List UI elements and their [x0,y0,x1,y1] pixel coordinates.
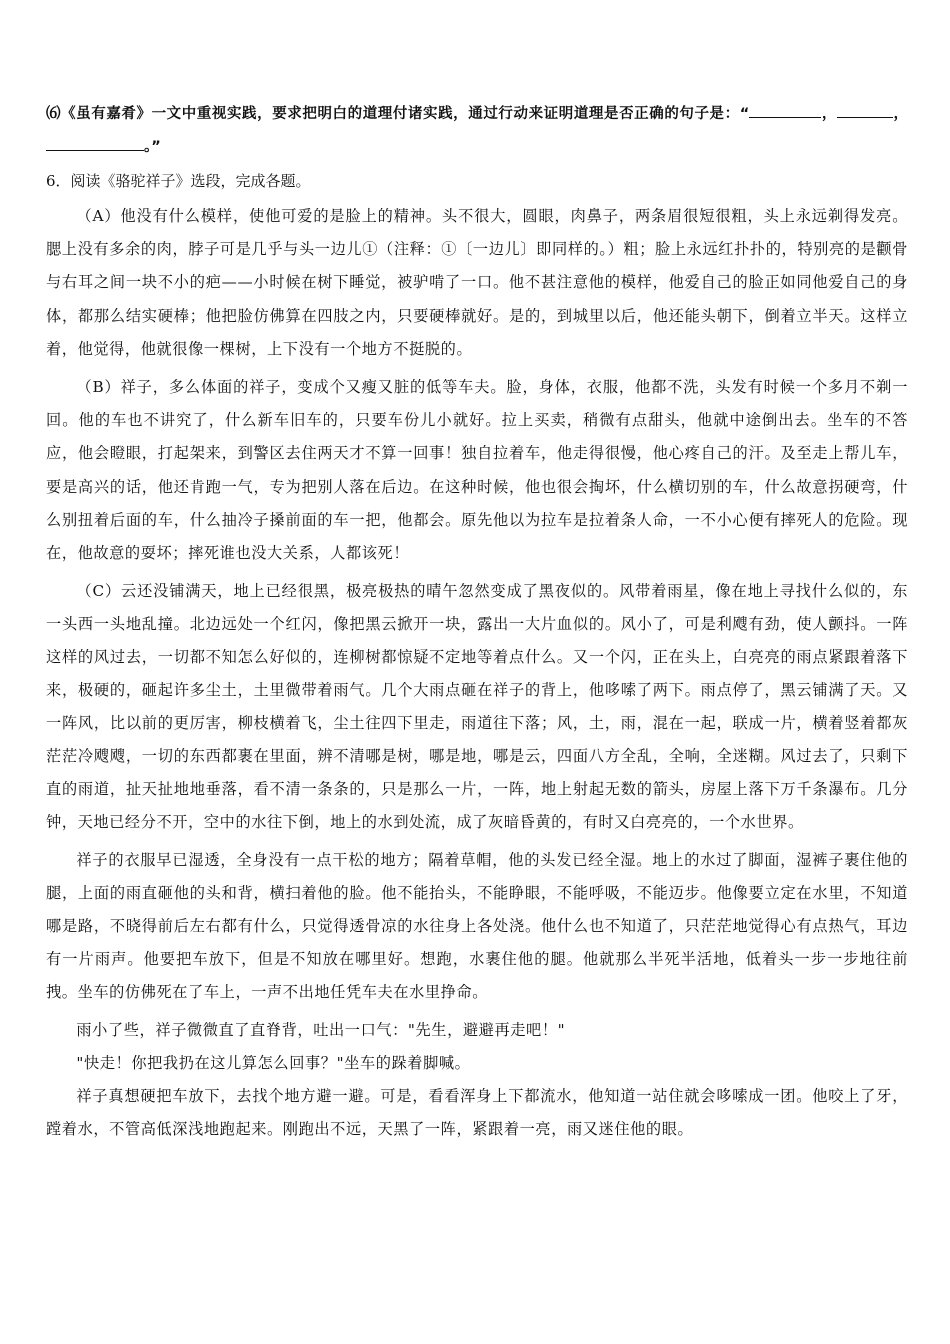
passage-paragraph-c: （C）云还没铺满天，地上已经很黑，极亮极热的晴午忽然变成了黑夜似的。风带着雨星，像在地上寻找什么似的，东一头西一头地乱撞。北边远处一个红闪，像把黑云掀开一块，露出一大片血似的。风小了，可是利飕有劲，使人颤抖。一阵这样的风过去，一切都不知怎么好似的，连柳树都惊疑不定地等着点什么。又一个闪，正在头上，白亮亮的雨点紧跟着落下来，极硬的，砸起许多尘土，土里微带着雨气。几个大雨点砸在祥子的背上，他哆嗦了两下。雨点停了，黑云铺满了天。又一阵风，比以前的更厉害，柳枝横着飞，尘土往四下里走，雨道往下落；风，土，雨，混在一起，联成一片，横着竖着都灰茫茫冷飕飕，一切的东西都裹在里面，辨不清哪是树，哪是地，哪是云，四面八方全乱，全响，全迷糊。风过去了，只剩下直的雨道，扯天扯地地垂落，看不清一条条的，只是那么一片，一阵，地上射起无数的箭头，房屋上落下万千条瀑布。几分钟，天地已经分不开，空中的水往下倒，地上的水到处流，成了灰暗昏黄的，有时又白亮亮的，一个水世界。 [46,582,908,832]
answer-blank-2[interactable] [837,103,893,118]
passage-paragraph-b: （B）祥子，多么体面的祥子，变成个又瘦又脏的低等车夫。脸，身体，衣服，他都不洗，头发有时候一个多月不剃一回。他的车也不讲究了，什么新车旧车的，只要车份儿小就好。拉上买卖，稍微有点甜头，他就中途倒出去。坐车的不答应，他会瞪眼，打起架来，到警区去住两天才不算一回事！独自拉着车，他走得很慢，他心疼自己的汗。及至走上帮儿车，要是高兴的话，他还肯跑一气，专为把别人落在后边。在这种时候，他也很会掏坏，什么横切别的车，什么故意拐硬弯，什么别扭着后面的车，什么抽冷子搡前面的车一把，他都会。原先他以为拉车是拉着条人命，一不小心便有摔死人的危险。现在，他故意的耍坏；摔死谁也没大关系，人都该死！ [46,378,908,563]
document-page [46,98,908,1146]
question-sub-item-6-end: 。” [144,139,161,155]
passage-paragraph-g: 祥子真想硬把车放下，去找个地方避一避。可是，看看浑身上下都流水，他知道一站住就会哆嗦成一团。他咬上了牙，蹚着水，不管高低深浅地跑起来。刚跑出不远，天黑了一阵，紧跟着一亮，雨又迷住他的眼。 [46,1087,908,1139]
passage-paragraph-a: （A）他没有什么模样，使他可爱的是脸上的精神。头不很大，圆眼，肉鼻子，两条眉很短很粗，头上永远剃得发亮。腮上没有多余的肉，脖子可是几乎与头一边儿①（注释：①〔一边儿〕即同样的。）粗；脸上永远红扑扑的，特别亮的是颧骨与右耳之间一块不小的疤——小时候在树下睡觉，被驴啃了一口。他不甚注意他的模样，他爱自己的脸正如同他爱自己的身体，都那么结实硬棒；他把脸仿佛算在四肢之内，只要硬棒就好。是的，到城里以后，他还能头朝下，倒着立半天。这样立着，他觉得，他就很像一棵树，上下没有一个地方不挺脱的。 [46,207,908,358]
blank-separator-2: ， [892,106,909,122]
passage-paragraph-d: 祥子的衣服早已湿透，全身没有一点干松的地方；隔着草帽，他的头发已经全湿。地上的水过了脚面，湿裤子裹住他的腿，上面的雨直砸他的头和背，横扫着他的脸。他不能抬头，不能睁眼，不能呼吸，不能迈步。他像要立定在水里，不知道哪是路，不晓得前后左右都有什么，只觉得透骨凉的水往身上各处浇。他什么也不知道了，只茫茫地觉得心有点热气，耳边有一片雨声。他要把车放下，但是不知放在哪里好。想跑，水裹住他的腿。他就那么半死半活地，低着头一步一步地往前拽。坐车的仿佛死在了车上，一声不出地任凭车夫在水里挣命。 [46,851,908,1002]
answer-blank-3[interactable] [46,136,144,151]
question-6-title: 6．阅读《骆驼祥子》选段，完成各题。 [46,172,311,190]
question-sub-item-6 [46,98,908,164]
passage-paragraph-f: "快走！你把我扔在这儿算怎么回事？"坐车的跺着脚喊。 [76,1054,471,1073]
answer-blank-1[interactable] [749,103,821,118]
passage-paragraph-e: 雨小了些，祥子微微直了直脊背，吐出一口气："先生，避避再走吧！" [76,1021,566,1040]
blank-separator-1: ， [821,106,837,122]
question-sub-item-6-text: ⑹《虽有嘉肴》一文中重视实践，要求把明白的道理付诸实践，通过行动来证明道理是否正确的句子是：“ [46,106,750,122]
